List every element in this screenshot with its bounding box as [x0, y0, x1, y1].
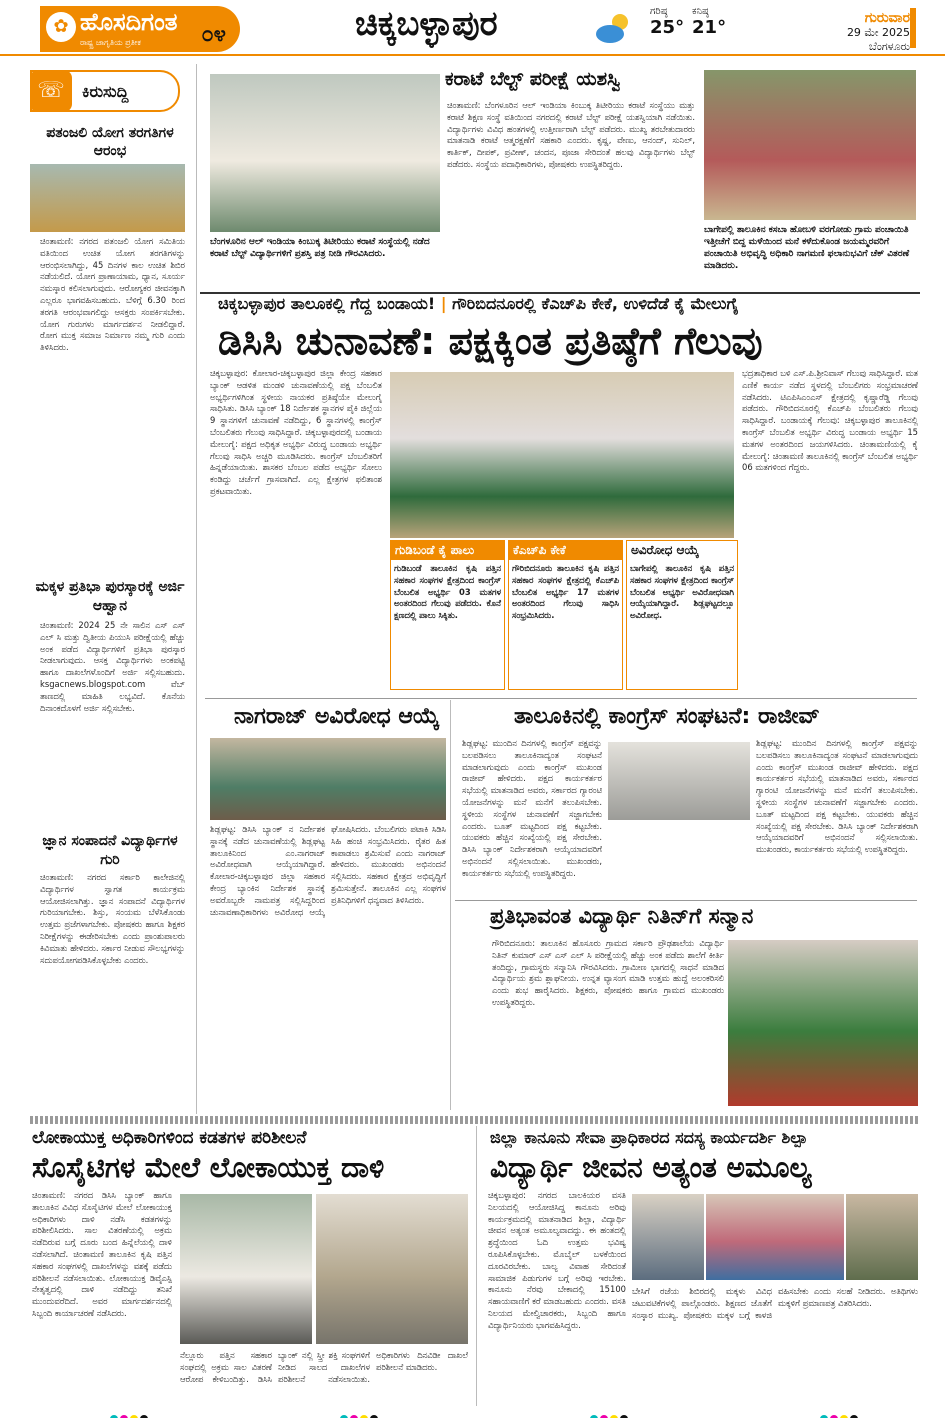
unopposed-body: ಬಾಗೇಪಲ್ಲಿ ತಾಲೂಕಿನ ಕೃಷಿ ಪತ್ತಿನ ಸಹಕಾರ ಸಂಘಗಳ ಕ್ಷೇತ್ರದಿಂದ ಕಾಂಗ್ರೆಸ್ ಬೆಂಬಲಿತ ಅಭ್ಯರ್ಥಿ ಅವಿರೋಧವಾಗಿ ಆಯ್ಕೆಯಾಗಿದ್ದಾರೆ. ಶಿಡ್ಲಘಟ್ಟದಲ್ಲೂ ಅವಿರೋಧ.	[630, 563, 734, 621]
print-registration-marks	[110, 1408, 150, 1418]
legal-body-2: ಬೇಸಿಗೆ ರಜೆಯ ಶಿಬಿರದಲ್ಲಿ ಮಕ್ಕಳು ವಿವಿಧ ಚಟುವಟಿಕೆಗಳಲ್ಲಿ ಪಾಲ್ಗೊಂಡರು. ಶಿಕ್ಷಣದ ಜೊತೆಗೆ ಸಂಸ್ಕಾರ ಮುಖ್ಯ. ಪೋಷಕರು ಮಕ್ಕಳ ಬಗ್ಗೆ ಕಾಳಜಿ ವಹಿಸಬೇಕು ಎಂದು ಸಲಹೆ ನೀಡಿದರು. ಅತಿಥಿಗಳು ಮಕ್ಕಳಿಗೆ ಪ್ರಮಾಣಪತ್ರ ವಿತರಿಸಿದರು.	[632, 1286, 918, 1320]
section-rule	[455, 900, 917, 901]
legal-photo-1	[632, 1194, 704, 1280]
briefs-label: ☏ ಕಿರುಸುದ್ದಿ	[30, 70, 180, 112]
lokayukta-body-2: ನೆಲ್ಲೂರು ಪತ್ತಿನ ಸಹಕಾರ ಸಂಘದಲ್ಲಿ ಅಕ್ರಮ ಸಾಲ ವಿತರಣೆ ಆರೋಪ ಕೇಳಿಬಂದಿತ್ತು. ಡಿಸಿಸಿ ಬ್ಯಾಂಕ್ ನಲ್ಲಿ ಸ್ತ್ರೀ ಶಕ್ತಿ ಸಂಘಗಳಿಗೆ ನೀಡಿದ ಸಾಲದ ದಾಖಲೆಗಳ ಪರಿಶೀಲನೆ ನಡೆಸಲಾಯಿತು. ಅಧಿಕಾರಿಗಳು ದಿನವಿಡೀ ದಾಖಲೆ ಪರಿಶೀಲನೆ ಮಾಡಿದರು.	[180, 1350, 468, 1384]
masthead-logo	[40, 6, 240, 52]
nagaraj-photo	[210, 738, 446, 820]
print-registration-marks	[820, 1408, 860, 1418]
section-rule	[205, 698, 917, 699]
rain-relief-photo	[704, 70, 916, 220]
nithin-body: ಗೌರಿಬಿದನೂರು: ತಾಲೂಕಿನ ಹೊಸೂರು ಗ್ರಾಮದ ಸರ್ಕಾರಿ ಪ್ರೌಢಶಾಲೆಯ ವಿದ್ಯಾರ್ಥಿ ನಿತಿನ್ ಕುಮಾರ್ ಎಸ್ ಎಸ್ ಎಲ್ ಸಿ ಪರೀಕ್ಷೆಯಲ್ಲಿ ಹೆಚ್ಚು ಅಂಕ ಪಡೆದು ಶಾಲೆಗೆ ಕೀರ್ತಿ ತಂದಿದ್ದು, ಗ್ರಾಮಸ್ಥರು ಸನ್ಮಾನಿಸಿ ಗೌರವಿಸಿದರು. ಗ್ರಾಮೀಣ ಭಾಗದಲ್ಲಿ ಸಾಧನೆ ಮಾಡಿದ ವಿದ್ಯಾರ್ಥಿಯ ಶ್ರಮ ಶ್ಲಾಘನೀಯ. ಉನ್ನತ ವ್ಯಾಸಂಗ ಮಾಡಿ ಉತ್ತಮ ಹುದ್ದೆ ಅಲಂಕರಿಸಲಿ ಎಂದು ಶುಭ ಹಾರೈಸಿದರು. ಶಿಕ್ಷಕರು, ಪೋಷಕರು ಹಾಗೂ ಗ್ರಾಮದ ಮುಖಂಡರು ಉಪಸ್ಥಿತರಿದ್ದರು.	[492, 938, 724, 1007]
dcc-headline: ಡಿಸಿಸಿ ಚುನಾವಣೆ: ಪಕ್ಷಕ್ಕಿಂತ ಪ್ರತಿಷ್ಠೆಗೆ ಗೆಲುವು	[218, 319, 763, 363]
rain-relief-caption: ಬಾಗೇಪಲ್ಲಿ ತಾಲೂಕಿನ ಕಸಬಾ ಹೋಬಳಿ ವರಗೋಡು ಗ್ರಾಮ ಪಂಚಾಯಿತಿ ಇತ್ತೀಚೆಗೆ ಬಿದ್ದ ಮಳೆಯಿಂದ ಮನೆ ಕಳೆದುಕೊಂಡ ಜಯಮ್ಮರವರಿಗೆ ಪಂಚಾಯಿತಿ ಅಭಿವೃದ್ಧಿ ಅಧಿಕಾರಿ ನಾಗಮಣಿ ಫಲಾನುಭವಿಗೆ ಚೆಕ್ ವಿತರಣೆ ಮಾಡಿದರು.	[704, 225, 910, 271]
karate-body: ಚಿಂತಾಮಣಿ: ಬೆಂಗಳೂರಿನ ಆಲ್ ಇಂಡಿಯಾ ಕಿಂಬುಕ್ಕ ತಿಟೀರಿಯು ಕರಾಟೆ ಸಂಸ್ಥೆಯು ಮತ್ತು ಕರಾಟೆ ಶಿಕ್ಷಣ ಸಂಸ್ಥೆ ವತಿಯಿಂದ ನಗರದಲ್ಲಿ ಕರಾಟೆ ಬೆಲ್ಟ್ ಪರೀಕ್ಷೆ ಯಶಸ್ವಿಯಾಗಿ ನಡೆಯಿತು. ವಿದ್ಯಾರ್ಥಿಗಳು ವಿವಿಧ ಹಂತಗಳಲ್ಲಿ ಉತ್ತೀರ್ಣರಾಗಿ ಬೆಲ್ಟ್ ಪಡೆದರು. ಮುಖ್ಯ ತರಬೇತುದಾರರು ಮಾತನಾಡಿ ಕರಾಟೆ ಆತ್ಮರಕ್ಷಣೆಗೆ ಸಹಕಾರಿ ಎಂದರು. ಕೃಷ್ಣ, ವೇಣು, ಆನಂದ್, ಸುನಿಲ್, ಕಾರ್ತಿಕ್, ದೀಪಕ್, ಪ್ರವೀಣ್, ಚಂದನ, ಪೂಜಾ ಸೇರಿದಂತೆ ಹಲವು ವಿದ್ಯಾರ್ಥಿಗಳು ಬೆಲ್ಟ್ ಪಡೆದರು. ಸಂಸ್ಥೆಯ ಪದಾಧಿಕಾರಿಗಳು, ಪೋಷಕರು ಉಪಸ್ಥಿತರಿದ್ದರು.	[447, 100, 695, 169]
award-title: ಮಕ್ಕಳ ಪ್ರತಿಭಾ ಪುರಸ್ಕಾರಕ್ಕೆ ಅರ್ಜಿ ಆಹ್ವಾನ	[35, 579, 185, 614]
rajeev-photo	[608, 742, 750, 820]
temp-max: ಗರಿಷ್ಠ 25°	[650, 6, 685, 38]
karate-photo	[210, 74, 440, 232]
nithin-photo	[728, 940, 918, 1106]
column-divider	[476, 1126, 477, 1406]
lokayukta-kicker: ಲೋಕಾಯುಕ್ತ ಅಧಿಕಾರಿಗಳಿಂದ ಕಡತಗಳ ಪರಿಶೀಲನೆ	[32, 1128, 307, 1148]
yoga-body: ಚಿಂತಾಮಣಿ: ನಗರದ ಪತಂಜಲಿ ಯೋಗ ಸಮಿತಿಯ ವತಿಯಿಂದ ಉಚಿತ ಯೋಗ ತರಗತಿಗಳನ್ನು ಆರಂಭಿಸಲಾಗಿದ್ದು, 45 ದಿನಗಳ ಕಾಲ ಉಚಿತ ಶಿಬಿರ ನಡೆಯಲಿದೆ. ಯೋಗ ಪ್ರಾಣಾಯಾಮ, ಧ್ಯಾನ, ಸೂರ್ಯ ನಮಸ್ಕಾರ ಕಲಿಸಲಾಗುವುದು. ಆರೋಗ್ಯಕರ ಜೀವನಕ್ಕಾಗಿ ಎಲ್ಲರೂ ಭಾಗವಹಿಸಬಹುದು. ಬೆಳಿಗ್ಗೆ 6.30 ರಿಂದ ತರಗತಿ ಆರಂಭವಾಗಲಿದ್ದು ಆಸಕ್ತರು ಸಂಪರ್ಕಿಸಬೇಕು. ಯೋಗ ಗುರುಗಳು ಮಾರ್ಗದರ್ಶನ ನೀಡಲಿದ್ದಾರೆ. ರೋಗ ಮುಕ್ತ ಸಮಾಜ ನಿರ್ಮಾಣ ನಮ್ಮ ಗುರಿ ಎಂದು ತಿಳಿಸಿದರು.	[40, 236, 185, 353]
weather-cloud-sun-icon	[594, 10, 634, 46]
raid-car-photo	[180, 1194, 312, 1344]
khp-box	[508, 540, 623, 690]
dcc-body-right: ಭದ್ರತಾಧಿಕಾರ ಬಳಿ ಎಸ್.ಪಿ.ಶ್ರೀನಿವಾಸ್ ಗೆಲುವು ಸಾಧಿಸಿದ್ದಾರೆ. ಮತ ಎಣಿಕೆ ಕಾರ್ಯ ನಡೆದ ಸ್ಥಳದಲ್ಲಿ ಬೆಂಬಲಿಗರು ಸಂಭ್ರಮಾಚರಣೆ ನಡೆಸಿದರು. ಟಿಎಪಿಸಿಎಂಎಸ್ ಕ್ಷೇತ್ರದಲ್ಲಿ ಕೃಷ್ಣಾರೆಡ್ಡಿ ಗೆಲುವು ಪಡೆದರು. ಗೌರಿಬಿದನೂರಲ್ಲಿ ಕೆಎಚ್‌ಪಿ ಬೆಂಬಲಿತರು ಗೆಲುವು ಸಾಧಿಸಿದ್ದಾರೆ. ಬಂಡಾಯಕ್ಕೆ ಗೆಲುವು: ಚಿಕ್ಕಬಳ್ಳಾಪುರ ತಾಲೂಕಿನಲ್ಲಿ ಕಾಂಗ್ರೆಸ್ ಬೆಂಬಲಿತ ಅಭ್ಯರ್ಥಿ ವಿರುದ್ಧ ಬಂಡಾಯ ಅಭ್ಯರ್ಥಿ 15 ಮತಗಳ ಅಂತರದಿಂದ ಜಯಗಳಿಸಿದರು. ಚಿಂತಾಮಣಿಯಲ್ಲಿ ಕೈ ಮೇಲುಗೈ: ಚಿಂತಾಮಣಿ ತಾಲೂಕಿನಲ್ಲಿ ಕಾಂಗ್ರೆಸ್ ಬೆಂಬಲಿತ ಅಭ್ಯರ್ಥಿ 06 ಮತಗಳಿಂದ ಗೆದ್ದರು.	[742, 368, 918, 473]
karate-caption: ಬೆಂಗಳೂರಿನ ಆಲ್ ಇಂಡಿಯಾ ಕಿಂಬುಕ್ಕ ತಿಟೀರಿಯು ಕರಾಟೆ ಸಂಸ್ಥೆಯಲ್ಲಿ ನಡೆದ ಕರಾಟೆ ಬೆಲ್ಟ್ ವಿದ್ಯಾರ್ಥಿಗಳಿಗೆ ಪ್ರಶಸ್ತಿ ಪತ್ರ ನೀಡಿ ಗೌರವಿಸಿದರು.	[210, 237, 430, 259]
legal-photo-3	[846, 1194, 918, 1280]
khp-title: ಕೆಎಚ್‌ಪಿ ಕೇಕೆ	[509, 541, 622, 560]
unopposed-title: ಅವಿರೋಧ ಆಯ್ಕೆ	[627, 541, 737, 560]
temp-min: ಕನಿಷ್ಠ 21°	[692, 6, 727, 38]
rajeev-body-cont: ಶಿಡ್ಲಘಟ್ಟ: ಮುಂದಿನ ದಿನಗಳಲ್ಲಿ ಕಾಂಗ್ರೆಸ್ ಪಕ್ಷವನ್ನು ಬಲಪಡಿಸಲು ತಾಲೂಕಿನಾದ್ಯಂತ ಸಂಘಟನೆ ಮಾಡಲಾಗುವುದು ಎಂದು ಕಾಂಗ್ರೆಸ್ ಮುಖಂಡ ರಾಜೀವ್ ಹೇಳಿದರು. ಪಕ್ಷದ ಕಾರ್ಯಕರ್ತರ ಸಭೆಯಲ್ಲಿ ಮಾತನಾಡಿದ ಅವರು, ಸರ್ಕಾರದ ಗ್ಯಾರಂಟಿ ಯೋಜನೆಗಳನ್ನು ಮನೆ ಮನೆಗೆ ತಲುಪಿಸಬೇಕು. ಸ್ಥಳೀಯ ಸಂಸ್ಥೆಗಳ ಚುನಾವಣೆಗೆ ಸಜ್ಜಾಗಬೇಕು ಎಂದರು. ಬೂತ್ ಮಟ್ಟದಿಂದ ಪಕ್ಷ ಕಟ್ಟಬೇಕು. ಯುವಕರು ಹೆಚ್ಚಿನ ಸಂಖ್ಯೆಯಲ್ಲಿ ಪಕ್ಷ ಸೇರಬೇಕು. ಡಿಸಿಸಿ ಬ್ಯಾಂಕ್ ನಿರ್ದೇಶಕರಾಗಿ ಆಯ್ಕೆಯಾದವರಿಗೆ ಅಭಿನಂದನೆ ಸಲ್ಲಿಸಲಾಯಿತು. ಮುಖಂಡರು, ಕಾರ್ಯಕರ್ತರು ಸಭೆಯಲ್ಲಿ ಉಪಸ್ಥಿತರಿದ್ದರು.	[756, 738, 918, 855]
gudibande-box	[390, 540, 505, 690]
legal-kicker: ಜಿಲ್ಲಾ ಕಾನೂನು ಸೇವಾ ಪ್ರಾಧಿಕಾರದ ಸದಸ್ಯ ಕಾರ್ಯದರ್ಶಿ ಶಿಲ್ಪಾ	[490, 1128, 808, 1147]
edu-title: ಜ್ಞಾನ ಸಂಪಾದನೆ ವಿದ್ಯಾರ್ಥಿಗಳ ಗುರಿ	[42, 833, 178, 868]
rajeev-title: ತಾಲೂಕಿನಲ್ಲಿ ಕಾಂಗ್ರೆಸ್ ಸಂಘಟನೆ: ರಾಜೀವ್	[514, 704, 820, 729]
karate-title: ಕರಾಟೆ ಬೆಲ್ಟ್ ಪರೀಕ್ಷೆ ಯಶಸ್ವಿ	[445, 68, 621, 90]
nagaraj-title: ನಾಗರಾಜ್ ಅವಿರೋಧ ಆಯ್ಕೆ	[234, 704, 440, 729]
nagaraj-body: ಶಿಡ್ಲಘಟ್ಟ: ಡಿಸಿಸಿ ಬ್ಯಾಂಕ್ ನ ನಿರ್ದೇಶಕ ಸ್ಥಾನಕ್ಕೆ ನಡೆದ ಚುನಾವಣೆಯಲ್ಲಿ ಶಿಡ್ಲಘಟ್ಟ ತಾಲೂಕಿನಿಂದ ಎಂ.ನಾಗರಾಜ್ ಅವಿರೋಧವಾಗಿ ಆಯ್ಕೆಯಾಗಿದ್ದಾರೆ. ಕೋಲಾರ-ಚಿಕ್ಕಬಳ್ಳಾಪುರ ಜಿಲ್ಲಾ ಸಹಕಾರ ಕೇಂದ್ರ ಬ್ಯಾಂಕಿನ ನಿರ್ದೇಶಕ ಸ್ಥಾನಕ್ಕೆ ಅವರೊಬ್ಬರೇ ನಾಮಪತ್ರ ಸಲ್ಲಿಸಿದ್ದರಿಂದ ಚುನಾವಣಾಧಿಕಾರಿಗಳು ಅವಿರೋಧ ಆಯ್ಕೆ ಘೋಷಿಸಿದರು. ಬೆಂಬಲಿಗರು ಪಟಾಕಿ ಸಿಡಿಸಿ ಸಿಹಿ ಹಂಚಿ ಸಂಭ್ರಮಿಸಿದರು. ರೈತರ ಹಿತ ಕಾಪಾಡಲು ಶ್ರಮಿಸುವೆ ಎಂದು ನಾಗರಾಜ್ ಹೇಳಿದರು. ಮುಖಂಡರು ಅಭಿನಂದನೆ ಸಲ್ಲಿಸಿದರು. ಸಹಕಾರ ಕ್ಷೇತ್ರದ ಅಭಿವೃದ್ಧಿಗೆ ಶ್ರಮಿಸುತ್ತೇನೆ. ತಾಲೂಕಿನ ಎಲ್ಲ ಸಂಘಗಳ ಪ್ರತಿನಿಧಿಗಳಿಗೆ ಧನ್ಯವಾದ ತಿಳಿಸಿದರು.	[210, 824, 446, 917]
lokayukta-headline: ಸೊಸೈಟಿಗಳ ಮೇಲೆ ಲೋಕಾಯುಕ್ತ ದಾಳಿ	[32, 1151, 385, 1184]
lokayukta-body: ಚಿಂತಾಮಣಿ: ನಗರದ ಡಿಸಿಸಿ ಬ್ಯಾಂಕ್ ಹಾಗೂ ತಾಲೂಕಿನ ವಿವಿಧ ಸೊಸೈಟಿಗಳ ಮೇಲೆ ಲೋಕಾಯುಕ್ತ ಅಧಿಕಾರಿಗಳು ದಾಳಿ ನಡೆಸಿ ಕಡತಗಳನ್ನು ಪರಿಶೀಲಿಸಿದರು. ಸಾಲ ವಿತರಣೆಯಲ್ಲಿ ಅಕ್ರಮ ನಡೆದಿರುವ ಬಗ್ಗೆ ದೂರು ಬಂದ ಹಿನ್ನೆಲೆಯಲ್ಲಿ ದಾಳಿ ನಡೆಸಲಾಗಿದೆ. ಚಿಂತಾಮಣಿ ತಾಲೂಕಿನ ಕೃಷಿ ಪತ್ತಿನ ಸಹಕಾರ ಸಂಘಗಳಲ್ಲಿ ದಾಖಲೆಗಳನ್ನು ವಶಕ್ಕೆ ಪಡೆದು ಪರಿಶೀಲನೆ ನಡೆಸಲಾಯಿತು. ಲೋಕಾಯುಕ್ತ ಡಿವೈಎಸ್ಪಿ ನೇತೃತ್ವದಲ್ಲಿ ದಾಳಿ ನಡೆದಿದ್ದು ತನಿಖೆ ಮುಂದುವರೆದಿದೆ. ಅವರ ಮಾರ್ಗದರ್ಶನದಲ್ಲಿ ಸಿಬ್ಬಂದಿ ಕಾರ್ಯಾಚರಣೆ ನಡೆಸಿದರು.	[32, 1190, 172, 1318]
column-divider	[450, 700, 451, 1110]
yoga-title: ಪತಂಜಲಿ ಯೋಗ ತರಗತಿಗಳ ಆರಂಭ	[46, 125, 174, 159]
nithin-title: ಪ್ರತಿಭಾವಂತ ವಿದ್ಯಾರ್ಥಿ ನಿತಿನ್‌ಗೆ ಸನ್ಮಾನ	[490, 904, 754, 928]
legal-photo-2	[706, 1194, 844, 1280]
column-divider	[196, 64, 197, 1114]
dateline: ಗುರುವಾರ 29 ಮೇ 2025 ಬೆಂಗಳೂರು	[846, 10, 910, 53]
print-registration-marks	[590, 1408, 630, 1418]
dcc-body-left: ಚಿಕ್ಕಬಳ್ಳಾಪುರ: ಕೋಲಾರ-ಚಿಕ್ಕಬಳ್ಳಾಪುರ ಜಿಲ್ಲಾ ಕೇಂದ್ರ ಸಹಕಾರ ಬ್ಯಾಂಕ್ ಆಡಳಿತ ಮಂಡಳಿ ಚುನಾವಣೆಯಲ್ಲಿ ಪಕ್ಷ ಬೆಂಬಲಿತ ಅಭ್ಯರ್ಥಿಗಳಿಗಿಂತ ಸ್ಥಳೀಯ ನಾಯಕರ ಪ್ರತಿಷ್ಠೆಯೇ ಮೇಲುಗೈ ಸಾಧಿಸಿತು. ಡಿಸಿಸಿ ಬ್ಯಾಂಕ್ 18 ನಿರ್ದೇಶಕ ಸ್ಥಾನಗಳ ಪೈಕಿ ಜಿಲ್ಲೆಯ 9 ಸ್ಥಾನಗಳಿಗೆ ಚುನಾವಣೆ ನಡೆದಿದ್ದು, 6 ಸ್ಥಾನಗಳಲ್ಲಿ ಕಾಂಗ್ರೆಸ್ ಬೆಂಬಲಿತರು ಗೆಲುವು ಸಾಧಿಸಿದ್ದಾರೆ. ಚಿಕ್ಕಬಳ್ಳಾಪುರದಲ್ಲಿ ಬಂಡಾಯ ಮೇಲುಗೈ: ಪಕ್ಷದ ಅಧಿಕೃತ ಅಭ್ಯರ್ಥಿ ವಿರುದ್ಧ ಬಂಡಾಯ ಅಭ್ಯರ್ಥಿ ಗೆಲುವು ಸಾಧಿಸಿ ಅಚ್ಚರಿ ಮೂಡಿಸಿದರು. ಕಾಂಗ್ರೆಸ್ ಬೆಂಬಲಿತರಿಗೆ ಹಿನ್ನಡೆಯಾಯಿತು. ಶಾಸಕರ ಬೆಂಬಲ ಪಡೆದ ಅಭ್ಯರ್ಥಿ ಸೋಲು ಕಂಡಿದ್ದು ಚರ್ಚೆಗೆ ಗ್ರಾಸವಾಗಿದೆ. ಎಲ್ಲ ಕ್ಷೇತ್ರಗಳ ಫಲಿತಾಂಶ ಪ್ರಕಟವಾಯಿತು.	[210, 368, 382, 496]
paper-name: ಹೊಸದಿಗಂತ	[80, 8, 178, 36]
megaphone-icon: ☏	[30, 70, 72, 112]
dcc-winners-photo	[390, 372, 734, 538]
legal-body: ಚಿಕ್ಕಬಳ್ಳಾಪುರ: ನಗರದ ಬಾಲಕಿಯರ ವಸತಿ ನಿಲಯದಲ್ಲಿ ಆಯೋಜಿಸಿದ್ದ ಕಾನೂನು ಅರಿವು ಕಾರ್ಯಕ್ರಮದಲ್ಲಿ ಮಾತನಾಡಿದ ಶಿಲ್ಪಾ, ವಿದ್ಯಾರ್ಥಿ ಜೀವನ ಅತ್ಯಂತ ಅಮೂಲ್ಯವಾದದ್ದು. ಈ ಹಂತದಲ್ಲಿ ಶ್ರದ್ಧೆಯಿಂದ ಓದಿ ಉತ್ತಮ ಭವಿಷ್ಯ ರೂಪಿಸಿಕೊಳ್ಳಬೇಕು. ಮೊಬೈಲ್ ಬಳಕೆಯಿಂದ ದೂರವಿರಬೇಕು. ಬಾಲ್ಯ ವಿವಾಹ ಸೇರಿದಂತೆ ಸಾಮಾಜಿಕ ಪಿಡುಗುಗಳ ಬಗ್ಗೆ ಅರಿವು ಇರಬೇಕು. ಕಾನೂನು ನೆರವು ಬೇಕಾದಲ್ಲಿ 15100 ಸಹಾಯವಾಣಿಗೆ ಕರೆ ಮಾಡಬಹುದು ಎಂದರು. ವಸತಿ ನಿಲಯದ ಮೇಲ್ವಿಚಾರಕರು, ಸಿಬ್ಬಂದಿ ಹಾಗೂ ವಿದ್ಯಾರ್ಥಿನಿಯರು ಭಾಗವಹಿಸಿದ್ದರು.	[488, 1190, 626, 1330]
khp-body: ಗೌರಿಬಿದನೂರು ತಾಲೂಕಿನ ಕೃಷಿ ಪತ್ತಿನ ಸಹಕಾರ ಸಂಘಗಳ ಕ್ಷೇತ್ರದಲ್ಲಿ ಕೆಎಚ್‌ಪಿ ಬೆಂಬಲಿತ ಅಭ್ಯರ್ಥಿ 17 ಮತಗಳ ಅಂತರದಿಂದ ಗೆಲುವು ಸಾಧಿಸಿ ಸಂಭ್ರಮಿಸಿದರು.	[512, 563, 619, 621]
dcc-kicker: ಚಿಕ್ಕಬಳ್ಳಾಪುರ ತಾಲೂಕಲ್ಲಿ ಗೆದ್ದ ಬಂಡಾಯ! | ಗೌರಿಬಿದನೂರಲ್ಲಿ ಕೆಎಚ್‌ಪಿ ಕೇಕೆ, ಉಳಿದೆಡೆ ಕೈ ಮೇಲುಗೈ	[218, 294, 739, 313]
yoga-photo	[30, 164, 185, 232]
edition-city: ಚಿಕ್ಕಬಳ್ಳಾಪುರ	[355, 4, 498, 44]
edu-body: ಚಿಂತಾಮಣಿ: ನಗರದ ಸರ್ಕಾರಿ ಕಾಲೇಜಿನಲ್ಲಿ ವಿದ್ಯಾರ್ಥಿಗಳ ಸ್ವಾಗತ ಕಾರ್ಯಕ್ರಮ ಆಯೋಜಿಸಲಾಗಿತ್ತು. ಜ್ಞಾನ ಸಂಪಾದನೆ ವಿದ್ಯಾರ್ಥಿಗಳ ಗುರಿಯಾಗಬೇಕು. ಶಿಸ್ತು, ಸಂಯಮ ಬೆಳೆಸಿಕೊಂಡು ಉತ್ತಮ ಪ್ರಜೆಗಳಾಗಬೇಕು. ಪೋಷಕರು ಹಾಗೂ ಶಿಕ್ಷಕರ ನಿರೀಕ್ಷೆಗಳನ್ನು ಈಡೇರಿಸಬೇಕು ಎಂದು ಪ್ರಾಂಶುಪಾಲರು ಕಿವಿಮಾತು ಹೇಳಿದರು. ಸರ್ಕಾರ ನೀಡುವ ಸೌಲಭ್ಯಗಳನ್ನು ಸದುಪಯೋಗಪಡಿಸಿಕೊಳ್ಳಬೇಕು ಎಂದರು.	[40, 872, 185, 965]
unopposed-box	[626, 540, 738, 690]
paper-tagline: ರಾಷ್ಟ್ರ ಜಾಗೃತಿಯ ಪ್ರತೀಕ	[80, 38, 141, 47]
gudibande-title: ಗುಡಿಬಂಡೆ ಕೈ ಪಾಲು	[391, 541, 504, 560]
page-number: ೦೪	[201, 22, 226, 47]
award-body: ಚಿಂತಾಮಣಿ: 2024 25 ನೇ ಸಾಲಿನ ಎಸ್ ಎಸ್ ಎಲ್ ಸಿ ಮತ್ತು ದ್ವಿತೀಯ ಪಿಯುಸಿ ಪರೀಕ್ಷೆಯಲ್ಲಿ ಹೆಚ್ಚು ಅಂಕ ಪಡೆದ ವಿದ್ಯಾರ್ಥಿಗಳಿಗೆ ಪ್ರತಿಭಾ ಪುರಸ್ಕಾರ ನೀಡಲಾಗುವುದು. ಆಸಕ್ತ ವಿದ್ಯಾರ್ಥಿಗಳು ಅಂಕಪಟ್ಟಿ ಹಾಗೂ ದಾಖಲೆಗಳೊಂದಿಗೆ ಅರ್ಜಿ ಸಲ್ಲಿಸಬಹುದು. ksgacnews.blogspot.com ವೆಬ್ ತಾಣದಲ್ಲಿ ಮಾಹಿತಿ ಲಭ್ಯವಿದೆ. ಕೊನೆಯ ದಿನಾಂಕದೊಳಗೆ ಅರ್ಜಿ ಸಲ್ಲಿಸಬೇಕು.	[40, 620, 185, 713]
legal-headline: ವಿದ್ಯಾರ್ಥಿ ಜೀವನ ಅತ್ಯಂತ ಅಮೂಲ್ಯ	[490, 1151, 812, 1184]
print-registration-marks	[340, 1408, 380, 1418]
rajeev-body: ಶಿಡ್ಲಘಟ್ಟ: ಮುಂದಿನ ದಿನಗಳಲ್ಲಿ ಕಾಂಗ್ರೆಸ್ ಪಕ್ಷವನ್ನು ಬಲಪಡಿಸಲು ತಾಲೂಕಿನಾದ್ಯಂತ ಸಂಘಟನೆ ಮಾಡಲಾಗುವುದು ಎಂದು ಕಾಂಗ್ರೆಸ್ ಮುಖಂಡ ರಾಜೀವ್ ಹೇಳಿದರು. ಪಕ್ಷದ ಕಾರ್ಯಕರ್ತರ ಸಭೆಯಲ್ಲಿ ಮಾತನಾಡಿದ ಅವರು, ಸರ್ಕಾರದ ಗ್ಯಾರಂಟಿ ಯೋಜನೆಗಳನ್ನು ಮನೆ ಮನೆಗೆ ತಲುಪಿಸಬೇಕು. ಸ್ಥಳೀಯ ಸಂಸ್ಥೆಗಳ ಚುನಾವಣೆಗೆ ಸಜ್ಜಾಗಬೇಕು ಎಂದರು. ಬೂತ್ ಮಟ್ಟದಿಂದ ಪಕ್ಷ ಕಟ್ಟಬೇಕು. ಯುವಕರು ಹೆಚ್ಚಿನ ಸಂಖ್ಯೆಯಲ್ಲಿ ಪಕ್ಷ ಸೇರಬೇಕು. ಡಿಸಿಸಿ ಬ್ಯಾಂಕ್ ನಿರ್ದೇಶಕರಾಗಿ ಆಯ್ಕೆಯಾದವರಿಗೆ ಅಭಿನಂದನೆ ಸಲ್ಲಿಸಲಾಯಿತು. ಮುಖಂಡರು, ಕಾರ್ಯಕರ್ತರು ಸಭೆಯಲ್ಲಿ ಉಪಸ್ಥಿತರಿದ್ದರು.	[462, 738, 602, 878]
gudibande-body: ಗುಡಿಬಂಡೆ ತಾಲೂಕಿನ ಕೃಷಿ ಪತ್ತಿನ ಸಹಕಾರ ಸಂಘಗಳ ಕ್ಷೇತ್ರದಿಂದ ಕಾಂಗ್ರೆಸ್ ಬೆಂಬಲಿತ ಅಭ್ಯರ್ಥಿ 03 ಮತಗಳ ಅಂತರದಿಂದ ಗೆಲುವು ಪಡೆದರು. ಕೊನೆ ಕ್ಷಣದಲ್ಲಿ ಪಾಲು ಸಿಕ್ಕಿತು.	[394, 563, 501, 621]
raid-building-photo	[316, 1194, 468, 1344]
lamp-icon: ✿	[46, 12, 76, 42]
section-separator	[30, 1116, 918, 1124]
header-accent	[910, 8, 916, 48]
